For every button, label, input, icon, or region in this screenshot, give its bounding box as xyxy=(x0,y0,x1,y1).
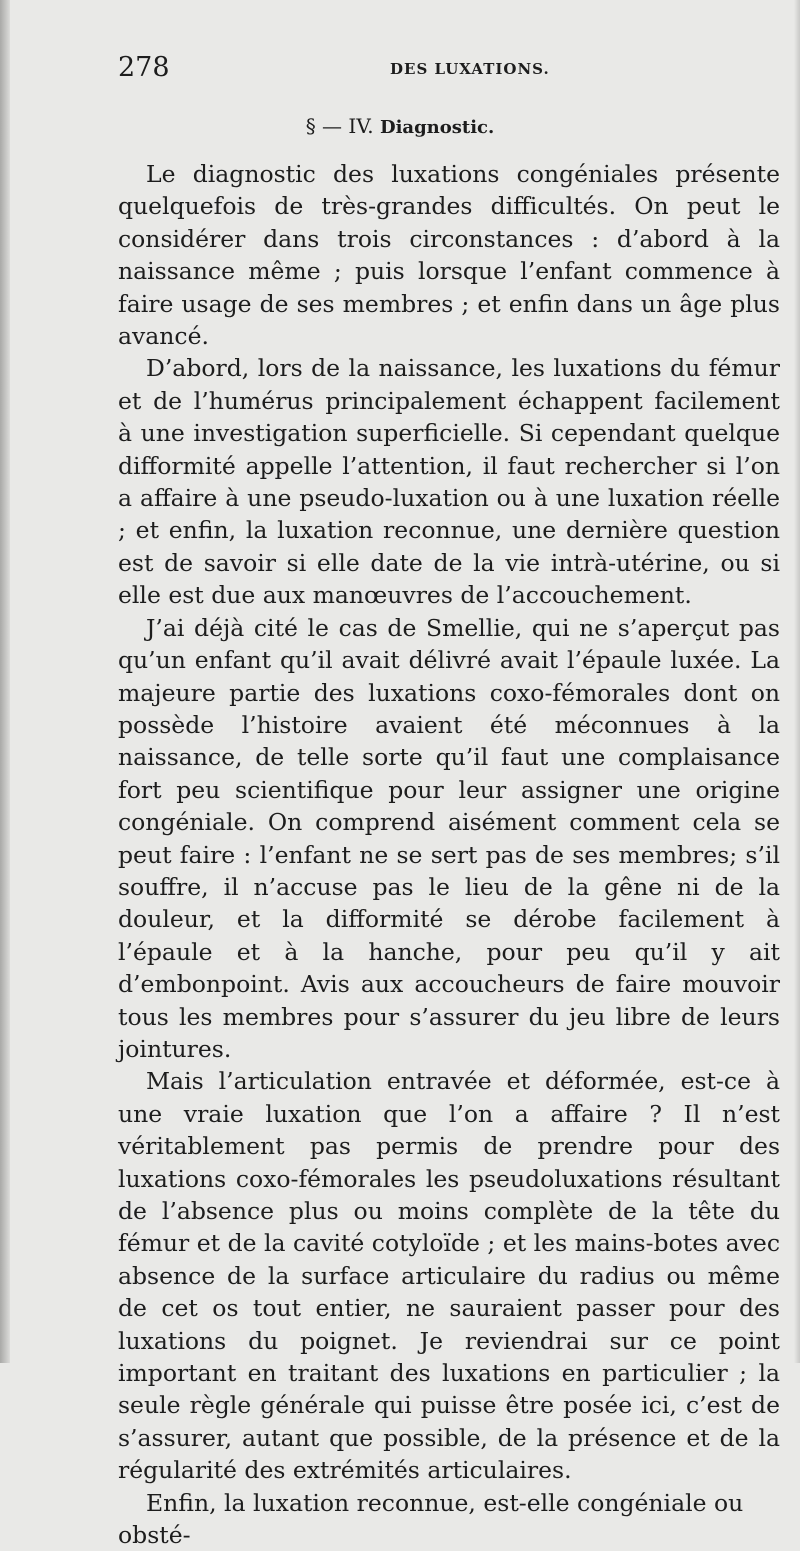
page-gutter-shadow xyxy=(0,0,10,1363)
section-heading xyxy=(0,114,800,138)
paragraph: Le diagnostic des luxations congéniales présente quelquefois de très-grandes difficultés. On peut le considérer dans trois circonstances : d’abord à la naissance même ; puis lorsque l’enfant commence à faire usage de ses membres ; et enfin dans un âge plus avancé. xyxy=(118,160,780,351)
section-title: Diagnostic. xyxy=(379,117,495,138)
paragraph: J’ai déjà cité le cas de Smellie, qui ne s’aperçut pas qu’un enfant qu’il avait délivré avait l’épaule luxée. La majeure partie des luxations coxo-fémorales dont on possède l’histoire avaient été méconnues à la naissance, de telle sorte qu’il faut une complaisance fort peu scientifique pour leur assigner une origine congéniale. On comprend aisément comment cela se peut faire : l’enfant ne se sert pas de ses membres; s’il souffre, il n’accuse pas le lieu de la gêne ni de la douleur, et la difformité se dérobe facilement à l’épaule et à la hanche, pour peu qu’il y ait d’embonpoint. Avis aux accoucheurs de faire mouvoir tous les membres pour s’assurer du jeu libre de leurs jointures. xyxy=(118,613,780,1063)
page-number: 278 xyxy=(118,52,170,83)
section-mark: § — IV. xyxy=(305,114,374,138)
paragraph: D’abord, lors de la naissance, les luxations du fémur et de l’humérus principalement échappent facilement à une investigation superficielle. Si cependant quelque difformité appelle l’attention, il faut rechercher si l’on a affaire à une pseudo-luxation ou à une luxation réelle ; et enfin, la luxation reconnue, une dernière question est de savoir si elle date de la vie intrà-utérine, ou si elle est due aux manœuvres de l’accouchement. xyxy=(118,354,780,610)
page-edge-shadow xyxy=(794,0,800,1363)
paragraph: Mais l’articulation entravée et déformée, est-ce à une vraie luxation que l’on a affaire ? Il n’est véritablement pas permis de prendre pour des luxations coxo-fémorales les pseudoluxations résultant de l’absence plus ou moins complète de la tête du fémur et de la cavité cotyloïde ; et les mains-botes avec absence de la surface articulaire du radius ou même de cet os tout entier, ne sauraient passer pour des luxations du poignet. Je reviendrai sur ce point important en traitant des luxations en particulier ; la seule règle générale qui puisse être posée ici, c’est de s’assurer, autant que possible, de la présence et de la régularité des extrémités articulaires. xyxy=(118,1067,780,1485)
page-header xyxy=(118,52,778,92)
paragraph: Enfin, la luxation reconnue, est-elle congéniale ou obsté- xyxy=(118,1488,744,1550)
running-title: DES LUXATIONS. xyxy=(390,60,550,78)
body-text xyxy=(118,158,780,1551)
